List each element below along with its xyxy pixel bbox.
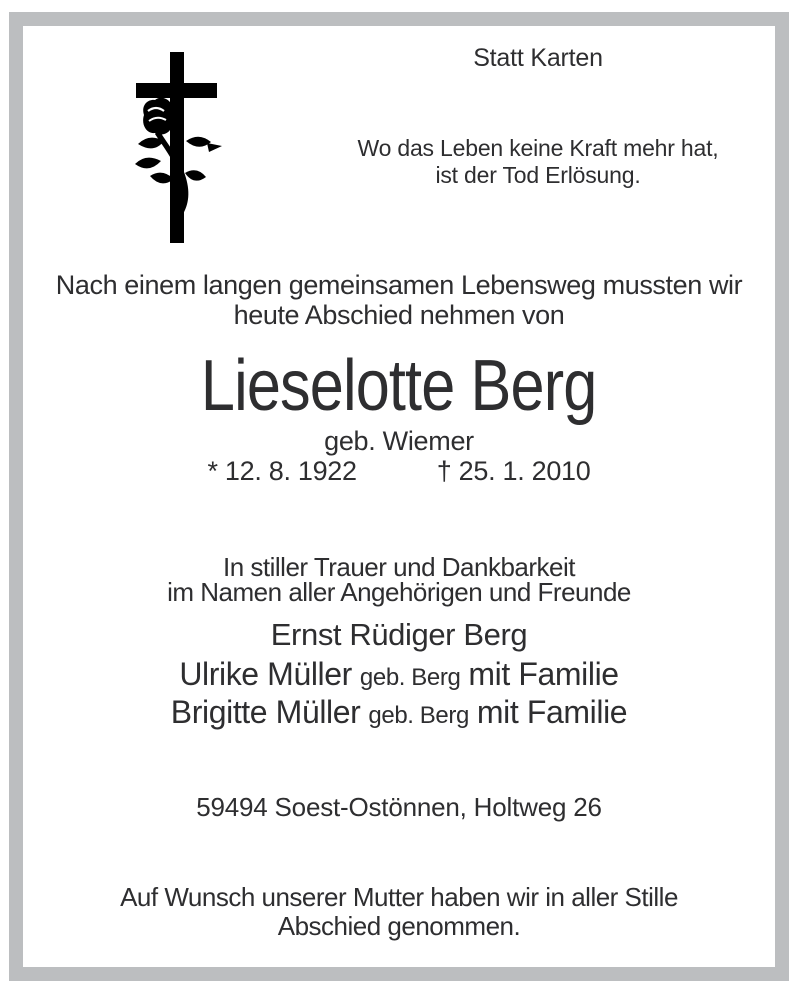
cross-rose-icon: [133, 48, 245, 244]
mourner-line: [23, 655, 775, 697]
intro-line1: Nach einem langen gemeinsamen Lebensweg mussten wir: [55, 270, 743, 300]
obituary-content: [23, 26, 775, 967]
mourner-name: Ulrike Müller: [179, 656, 352, 692]
deceased-name-text: Lieselotte Berg: [201, 346, 597, 426]
mourner-maiden: geb. Berg: [359, 664, 461, 691]
intro-text: [23, 270, 775, 330]
mourner-name: Ernst Rüdiger Berg: [270, 617, 528, 652]
mourner-family-suffix: mit Familie: [476, 694, 628, 730]
statt-karten-note: Statt Karten: [473, 44, 603, 72]
life-dates: [23, 456, 775, 486]
memorial-quote-line1: Wo das Leben keine Kraft mehr hat,: [357, 135, 719, 161]
mourner-family-suffix: mit Familie: [468, 656, 619, 692]
intro-line2: heute Abschied nehmen von: [233, 300, 565, 330]
deceased-name: [23, 348, 775, 424]
birth-date: * 12. 8. 1922: [207, 456, 357, 486]
mourner-name: Brigitte Müller: [170, 694, 361, 730]
mourning-line1: In stiller Trauer und Dankbarkeit: [222, 552, 575, 582]
death-date: † 25. 1. 2010: [436, 456, 591, 486]
closing-line1: Auf Wunsch unserer Mutter haben wir in aller Stille: [120, 882, 678, 912]
mourning-line2: im Namen aller Angehörigen und Freunde: [167, 577, 631, 607]
mourner-line: [23, 618, 775, 652]
closing-text: [23, 883, 775, 941]
obituary-frame: [9, 12, 789, 981]
mourner-line: [23, 693, 775, 735]
memorial-quote-line2: ist der Tod Erlösung.: [435, 162, 641, 188]
mourner-maiden: geb. Berg: [368, 702, 469, 729]
closing-line2: Abschied genommen.: [277, 911, 521, 941]
maiden-name: geb. Wiemer: [324, 426, 474, 456]
memorial-quote: [303, 135, 773, 189]
address: 59494 Soest-Ostönnen, Holtweg 26: [196, 792, 602, 822]
mourning-text: [23, 552, 775, 607]
